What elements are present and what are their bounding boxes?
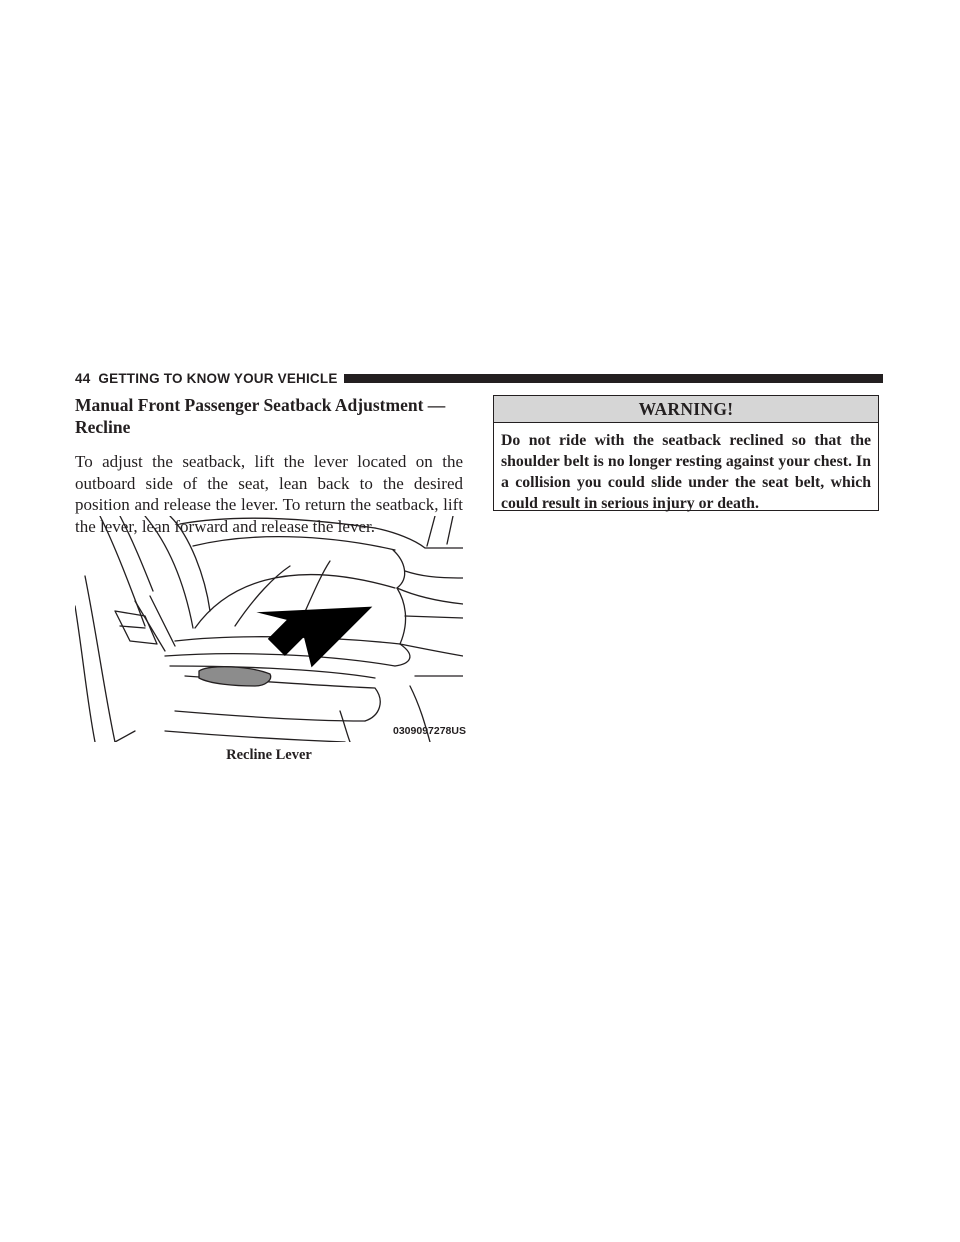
header-rule <box>344 374 883 383</box>
page-header <box>75 370 883 386</box>
figure-caption: Recline Lever <box>226 747 312 763</box>
header-label <box>75 371 338 386</box>
arrow-pointing-lever-icon <box>256 607 372 668</box>
body-paragraph: To adjust the seatback, lift the lever located on the outboard side of the seat, lean back to the desired position and release the lever. To return the seatback, lift the lever, lean forward and release the lever. <box>75 452 463 536</box>
figure-code: 0309097278US <box>393 725 466 737</box>
warning-box <box>493 395 879 511</box>
warning-text: Do not ride with the seatback reclined so that the shoulder belt is no longer resting against your chest. In a collision you could slide under the seat belt, which could result in serious injury or death. <box>501 432 871 512</box>
section-name: GETTING TO KNOW YOUR VEHICLE <box>98 370 338 386</box>
seat-line-drawing <box>75 516 463 742</box>
recline-lever-illustration <box>75 516 463 742</box>
recline-lever <box>199 667 271 686</box>
page-number: 44 <box>75 370 91 386</box>
section-title: Manual Front Passenger Seatback Adjustment — Recline <box>75 395 446 437</box>
warning-title: WARNING! <box>494 396 878 423</box>
